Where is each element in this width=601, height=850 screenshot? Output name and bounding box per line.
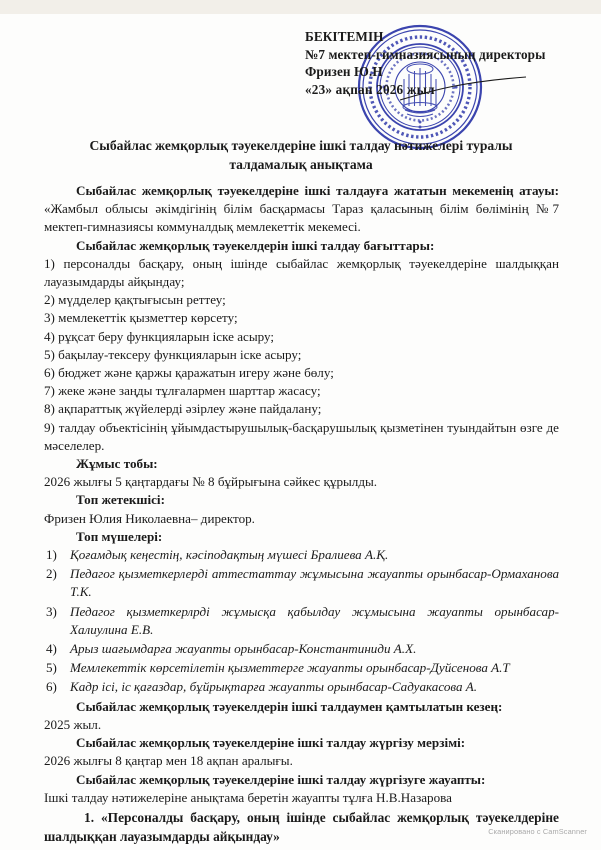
direction-item: 2) мүдделер қақтығысын реттеу; <box>44 292 226 308</box>
member-item <box>46 565 559 601</box>
directions-heading: Сыбайлас жемқорлық тәуекелдерін ішкі талдау бағыттары: <box>76 237 435 253</box>
document-title: Сыбайлас жемқорлық тәуекелдеріне ішкі талдау нәтижелері туралы талдамалық анықтама <box>89 138 513 172</box>
member-item <box>46 678 559 696</box>
institution-name-value: «Жамбыл облысы әкімдігінің білім басқармасы Тараз қаласының білім бөлімінің №7 мектеп-гимназиясы коммуналдық мемлекеттік мекемесі. <box>44 201 559 235</box>
direction-item: 7) жеке және заңды тұлғалармен шарттар жасасу; <box>44 383 321 399</box>
member-item <box>46 640 559 658</box>
approval-signatory: Фризен Ю.Н <box>305 64 383 79</box>
document-body <box>44 182 559 846</box>
direction-item: 6) бюджет және қаржы қаражатын игеру және бөлу; <box>44 365 334 381</box>
directions-list <box>44 255 559 455</box>
institution-name-paragraph <box>44 182 559 237</box>
member-marker: 6) <box>46 679 57 695</box>
group-leader-heading: Топ жетекшісі: <box>76 492 165 508</box>
section-one-heading: 1. «Персоналды басқару, оның ішінде сыбайлас жемқорлық тәуекелдеріне шалдыққан лауазымдарды айқындау» <box>44 809 559 844</box>
responsible-heading: Сыбайлас жемқорлық тәуекелдеріне ішкі талдау жүргізуге жауапты: <box>76 771 486 787</box>
term-heading: Сыбайлас жемқорлық тәуекелдеріне ішкі талдау жүргізу мерзімі: <box>76 735 466 751</box>
responsible-value: Ішкі талдау нәтижелеріне анықтама беретін жауапты тұлға Н.В.Назарова <box>44 789 452 805</box>
institution-name-label: Сыбайлас жемқорлық тәуекелдеріне ішкі талдауға жататын мекеменің атауы: <box>76 183 559 198</box>
member-text: Арыз шағымдарға жауапты орынбасар-Константиниди А.Х. <box>70 641 417 657</box>
scan-edge-tint <box>0 0 601 14</box>
member-item <box>46 546 559 564</box>
member-text: Қоғамдық кеңестің, кәсіподақтың мүшесі Бралиева А.Қ. <box>70 547 389 563</box>
member-marker: 3) <box>46 603 57 619</box>
member-text: Мемлекеттік көрсетілетін қызметтерге жауапты орынбасар-Дуйсенова А.Т <box>70 660 510 676</box>
working-group-heading: Жұмыс тобы: <box>76 456 158 472</box>
member-text: Педагог қызметкерлерді аттестаттау жұмысына жауапты орынбасар-Ормаханова Т.К. <box>70 566 559 600</box>
member-marker: 2) <box>46 566 57 582</box>
direction-item: 5) бақылау-тексеру функцияларын іске асыру; <box>44 346 302 362</box>
member-marker: 5) <box>46 660 57 676</box>
term-value: 2026 жылғы 8 қаңтар мен 18 ақпан аралығы. <box>44 753 293 769</box>
approval-position: №7 мектеп-гимназиясының директоры <box>305 46 546 62</box>
period-value: 2025 жыл. <box>44 716 102 732</box>
member-item <box>46 603 559 639</box>
group-leader-name: Фризен Юлия Николаевна– директор. <box>44 510 255 526</box>
member-text: Кадр ісі, іс қағаздар, бұйрықтарға жауапты орынбасар-Садуакасова А. <box>70 679 478 695</box>
member-marker: 1) <box>46 547 57 563</box>
approval-date: «23» ақпан 2026 жыл <box>305 81 435 97</box>
scanner-watermark: Сканировано с CamScanner <box>488 827 587 836</box>
direction-item: 9) талдау объектісінің ұйымдастырушылық-басқарушылық қызметінен туындайтын өзге де мәселелер. <box>44 419 559 453</box>
period-heading: Сыбайлас жемқорлық тәуекелдерін ішкі талдаумен қамтылатын кезең: <box>76 698 503 714</box>
direction-item: 8) ақпараттық жүйелерді әзірлеу және пайдалану; <box>44 401 322 417</box>
approval-block <box>305 28 585 98</box>
member-text: Педагог қызметкерлрді жұмысқа қабылдау жұмысына жауапты орынбасар-Халиулина Е.В. <box>70 603 559 637</box>
group-members-heading: Топ мүшелері: <box>76 528 163 544</box>
member-item <box>46 659 559 677</box>
direction-item: 1) персоналды басқару, оның ішінде сыбайлас жемқорлық тәуекелдеріне шалдыққан лауазымдарды айқындау; <box>44 255 559 290</box>
group-members-list <box>44 546 559 697</box>
direction-item: 4) рұқсат беру функцияларын іске асыру; <box>44 328 275 344</box>
direction-item: 3) мемлекеттік қызметтер көрсету; <box>44 310 238 326</box>
member-marker: 4) <box>46 641 57 657</box>
approval-keyword: БЕКІТЕМІН <box>305 29 384 44</box>
working-group-order: 2026 жылғы 5 қаңтардағы № 8 бұйрығына сәйкес құрылды. <box>44 474 378 490</box>
